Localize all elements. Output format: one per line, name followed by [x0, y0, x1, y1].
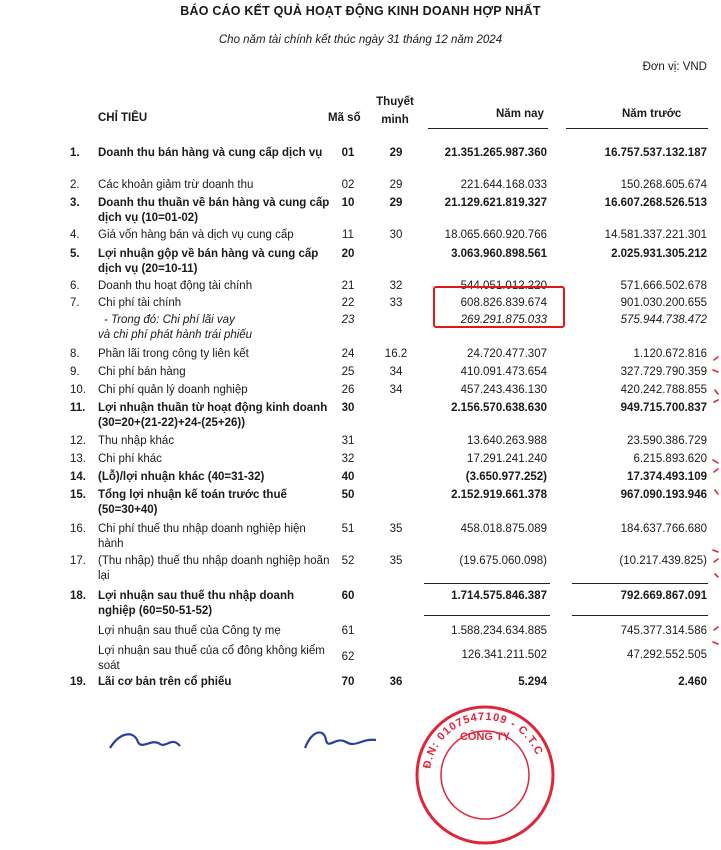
row-number: 9.: [70, 366, 80, 378]
row-number: 14.: [70, 471, 86, 483]
row-current-value: 2.156.570.638.630: [451, 402, 547, 414]
row-number: 8.: [70, 348, 80, 360]
row-note: 33: [389, 297, 403, 309]
row-previous-value: 14.581.337.221.301: [604, 229, 707, 241]
row-label: Thu nhập khác: [98, 435, 175, 447]
row-number: 7.: [70, 297, 80, 309]
column-header-note: [372, 93, 418, 129]
row-previous-value: 745.377.314.586: [620, 625, 707, 637]
row-current-value: 13.640.263.988: [467, 435, 547, 447]
row-current-value: 457.243.436.130: [460, 384, 547, 396]
row-code: 23: [341, 314, 355, 326]
row-code: 70: [341, 676, 355, 688]
header-underline-current: [428, 128, 548, 129]
row-previous-value: 1.120.672.816: [633, 348, 707, 360]
row-current-value: 24.720.477.307: [467, 348, 547, 360]
row-current-value: 269.291.875.033: [460, 314, 547, 326]
row-current-value: 458.018.875.089: [460, 523, 547, 535]
row-label-line2: và chi phí phát hành trái phiếu: [98, 329, 253, 341]
row-previous-value: 327.729.790.359: [620, 366, 707, 378]
row-number: 15.: [70, 489, 86, 501]
subtotal-line-previous: [572, 583, 708, 584]
row-label: Giá vốn hàng bán và dịch vụ cung cấp: [98, 229, 294, 241]
row-previous-value: 150.268.605.674: [620, 179, 707, 191]
row-note: 35: [389, 523, 403, 535]
signature-icon: [100, 728, 400, 750]
row-number: 18.: [70, 590, 86, 602]
row-code: 11: [342, 229, 354, 241]
row-previous-value: 47.292.552.505: [627, 649, 707, 661]
row-label: [98, 313, 336, 343]
row-current-value: 544.051.012.220: [460, 280, 547, 292]
row-code: 51: [341, 523, 355, 535]
seal-ring-text: Đ.N: 0107547109 - C.T.C: [421, 710, 546, 770]
row-code: 20: [341, 248, 355, 260]
row-note: 29: [389, 147, 403, 159]
row-number: 11.: [70, 402, 86, 414]
row-code: 61: [341, 625, 355, 637]
row-label: Lợi nhuận sau thuế thu nhập doanh nghiệp (60=50-51-52): [98, 590, 294, 617]
row-label: Doanh thu bán hàng và cung cấp dịch vụ: [98, 147, 323, 159]
row-code: 30: [341, 402, 355, 414]
row-current-value: 21.351.265.987.360: [444, 147, 547, 159]
subtotal-line-current: [424, 583, 550, 584]
row-label: Lợi nhuận sau thuế của cổ đông không kiểm soát: [98, 645, 325, 672]
row-current-value: 21.129.621.819.327: [444, 197, 547, 209]
row-note: 34: [389, 384, 403, 396]
row-previous-value: 571.666.502.678: [620, 280, 707, 292]
row-previous-value: 16.757.537.132.187: [604, 147, 707, 159]
row-label: Chi phí khác: [98, 453, 162, 465]
row-previous-value: 6.215.893.620: [633, 453, 707, 465]
row-code: 31: [341, 435, 355, 447]
highlight-annotation-box: [433, 286, 565, 328]
row-note: 29: [389, 197, 403, 209]
row-previous-value: 792.669.867.091: [620, 590, 707, 602]
column-header-note-line2: minh: [381, 114, 409, 126]
row-number: 13.: [70, 453, 86, 465]
row-previous-value: 2.025.931.305.212: [611, 248, 707, 260]
row-note: 29: [389, 179, 403, 191]
total-line-current: [424, 615, 550, 616]
row-previous-value: 420.242.788.855: [620, 384, 707, 396]
row-code: 60: [341, 590, 355, 602]
row-current-value: 1.588.234.634.885: [451, 625, 547, 637]
row-label: Chi phí quản lý doanh nghiệp: [98, 384, 248, 396]
row-previous-value: 901.030.200.655: [620, 297, 707, 309]
column-header-previous-year: Năm trước: [622, 108, 682, 120]
row-number: 2.: [70, 179, 80, 191]
row-number: 3.: [70, 197, 80, 209]
edge-stamp-icon: [706, 330, 721, 670]
column-header-current-year: Năm nay: [496, 108, 544, 120]
column-header-code: Mã số: [328, 112, 361, 124]
row-current-value: (19.675.060.098): [459, 555, 547, 567]
row-label: Lợi nhuận gộp về bán hàng và cung cấp dịch vụ (20=10-11): [98, 248, 319, 275]
row-label: Doanh thu thuần về bán hàng và cung cấp dịch vụ (10=01-02): [98, 197, 330, 224]
row-code: 26: [341, 384, 355, 396]
row-previous-value: (10.217.439.825): [619, 555, 707, 567]
row-code: 22: [341, 297, 355, 309]
row-code: 50: [341, 489, 355, 501]
row-number: 16.: [70, 523, 86, 535]
row-number: 5.: [70, 248, 80, 260]
row-number: 12.: [70, 435, 86, 447]
row-previous-value: 184.637.766.680: [620, 523, 707, 535]
report-subtitle: Cho năm tài chính kết thúc ngày 31 tháng 12 năm 2024: [218, 34, 503, 46]
row-code: 21: [341, 280, 355, 292]
row-note: 36: [389, 676, 403, 688]
row-note: 32: [389, 280, 403, 292]
row-previous-value: 949.715.700.837: [620, 402, 707, 414]
row-label: (Lỗ)/lợi nhuận khác (40=31-32): [98, 471, 265, 483]
row-label: Doanh thu hoạt động tài chính: [98, 280, 253, 292]
row-previous-value: 23.590.386.729: [627, 435, 707, 447]
row-code: 25: [341, 366, 355, 378]
row-number: 17.: [70, 555, 86, 567]
row-code: 62: [341, 651, 355, 663]
row-number: 10.: [70, 384, 86, 396]
row-note: 35: [389, 555, 403, 567]
row-label: Phần lãi trong công ty liên kết: [98, 348, 249, 360]
currency-unit: Đơn vị: VND: [642, 61, 707, 73]
row-previous-value: 575.944.738.472: [620, 314, 707, 326]
row-code: 40: [341, 471, 355, 483]
row-current-value: 17.291.241.240: [467, 453, 547, 465]
report-title: BÁO CÁO KẾT QUẢ HOẠT ĐỘNG KINH DOANH HỢP NHẤT: [180, 4, 541, 18]
row-previous-value: 17.374.493.109: [627, 471, 707, 483]
row-current-value: 3.063.960.898.561: [451, 248, 547, 260]
row-label: (Thu nhập) thuế thu nhập doanh nghiệp hoãn lại: [98, 555, 330, 582]
row-code: 02: [341, 179, 355, 191]
row-label: Chi phí bán hàng: [98, 366, 186, 378]
row-current-value: 410.091.473.654: [460, 366, 547, 378]
row-label-line1: - Trong đó: Chi phí lãi vay: [104, 314, 235, 326]
row-current-value: 608.826.839.674: [460, 297, 547, 309]
column-header-note-line1: Thuyết: [376, 96, 414, 108]
total-line-previous: [572, 615, 708, 616]
row-current-value: 5.294: [518, 676, 547, 688]
row-previous-value: 16.607.268.526.513: [604, 197, 707, 209]
row-current-value: 221.644.168.033: [460, 179, 547, 191]
row-number: 1.: [70, 147, 80, 159]
row-current-value: 126.341.211.502: [461, 649, 547, 661]
row-label: Chi phí tài chính: [98, 297, 182, 309]
company-seal-icon: [410, 700, 560, 850]
row-number: 6.: [70, 280, 80, 292]
row-number: 4.: [70, 229, 80, 241]
row-code: 10: [341, 197, 355, 209]
row-label: Tổng lợi nhuận kế toán trước thuế (50=30+40): [98, 489, 287, 516]
row-note: 16.2: [384, 348, 408, 360]
header-underline-previous: [566, 128, 708, 129]
row-current-value: 18.065.660.920.766: [444, 229, 547, 241]
row-previous-value: 967.090.193.946: [620, 489, 707, 501]
row-number: 19.: [70, 676, 86, 688]
seal-center-text: CÔNG TY: [459, 731, 511, 743]
row-label: Lãi cơ bản trên cổ phiếu: [98, 676, 232, 688]
row-code: 01: [341, 147, 355, 159]
row-note: 34: [389, 366, 403, 378]
row-label: Các khoản giảm trừ doanh thu: [98, 179, 254, 191]
row-label: Lợi nhuận sau thuế của Công ty mẹ: [98, 625, 281, 637]
row-code: 24: [341, 348, 355, 360]
row-current-value: 1.714.575.846.387: [451, 590, 547, 602]
row-label: Lợi nhuận thuần từ hoạt động kinh doanh (30=20+(21-22)+24-(25+26)): [98, 402, 328, 429]
row-code: 32: [341, 453, 355, 465]
row-label: Chi phí thuế thu nhập doanh nghiệp hiện hành: [98, 523, 306, 550]
row-previous-value: 2.460: [678, 676, 707, 688]
row-current-value: 2.152.919.661.378: [451, 489, 547, 501]
row-code: 52: [341, 555, 355, 567]
row-note: 30: [389, 229, 403, 241]
column-header-item: CHỈ TIÊU: [98, 112, 148, 124]
row-current-value: (3.650.977.252): [465, 471, 547, 483]
